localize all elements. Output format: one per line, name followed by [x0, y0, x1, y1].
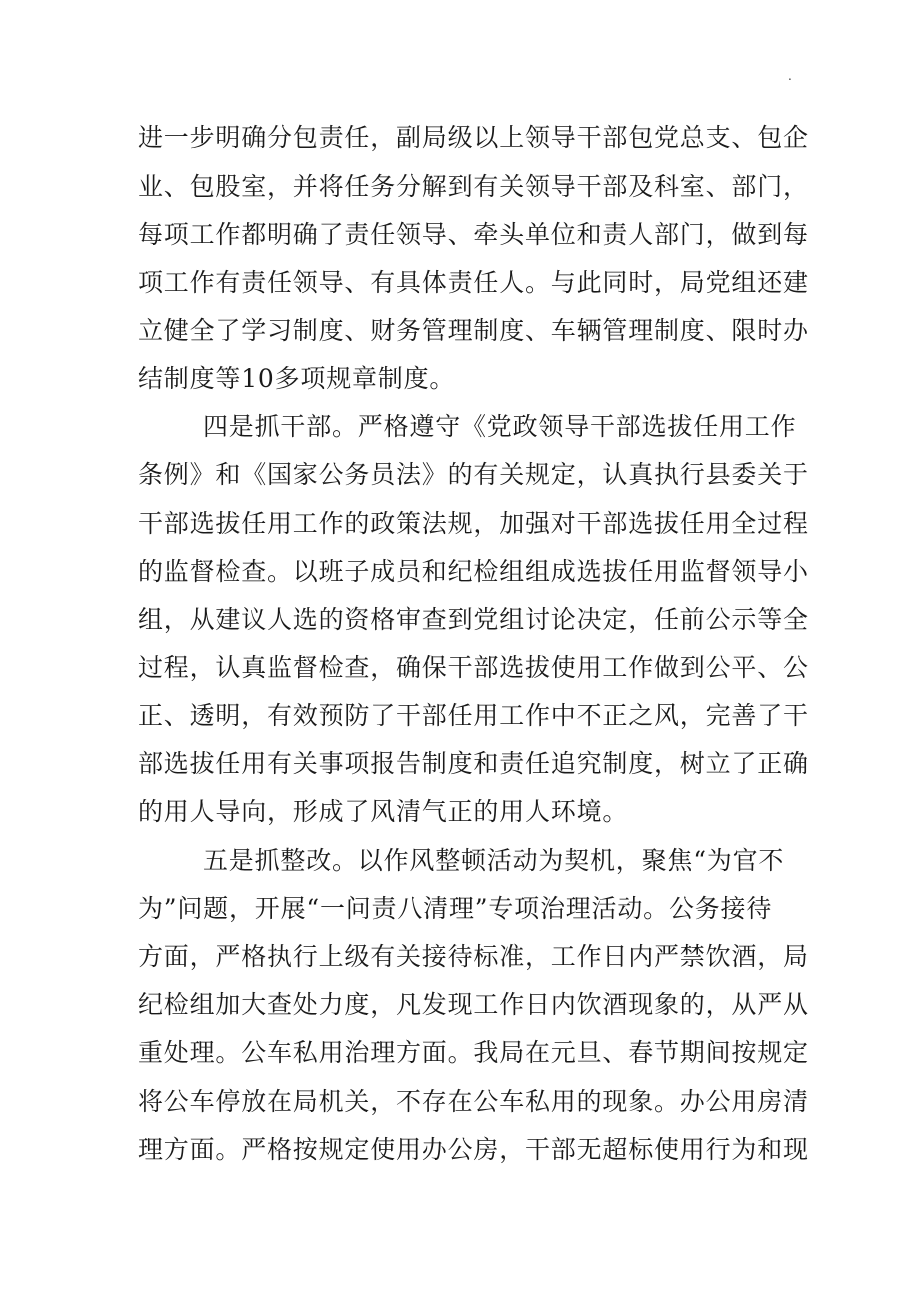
paragraph-line: 理方面。严格按规定使用办公房，干部无超标使用行为和现 — [138, 1135, 809, 1164]
paragraph-line: 条例》和《国家公务员法》的有关规定，认真执行县委关于 — [138, 460, 809, 489]
paragraph-line: 组，从建议人选的资格审查到党组讨论决定，任前公示等全 — [138, 605, 809, 634]
paragraph-start-line: 四是抓干部。严格遵守《党政领导干部选拔任用工作 — [203, 412, 797, 441]
paragraph-line: 每项工作都明确了责任领导、牵头单位和责人部门，做到每 — [138, 220, 809, 249]
paragraph-line: 的监督检查。以班子成员和纪检组组成选拔任用监督领导小 — [138, 557, 809, 586]
paragraph-start-line: 五是抓整改。以作风整顿活动为契机，聚焦“为官不 — [203, 846, 785, 875]
paragraph-line: 进一步明确分包责任，副局级以上领导干部包党总支、包企 — [138, 123, 809, 152]
paragraph-line: 的用人导向，形成了风清气正的用人环境。 — [138, 797, 629, 826]
paragraph-line: 重处理。公车私用治理方面。我局在元旦、春节期间按规定 — [138, 1038, 809, 1067]
paragraph-line: 结制度等10多项规章制度。 — [138, 364, 456, 393]
paragraph-line: 干部选拔任用工作的政策法规，加强对干部选拔任用全过程 — [138, 509, 809, 538]
paragraph-line: 业、包股室，并将任务分解到有关领导干部及科室、部门， — [138, 172, 809, 201]
paragraph-line: 纪检组加大查处力度，凡发现工作日内饮酒现象的，从严从 — [138, 990, 809, 1019]
corner-mark: . — [788, 69, 792, 83]
paragraph-line: 为”问题，开展“一问责八清理”专项治理活动。公务接待 — [138, 894, 773, 923]
paragraph-line: 部选拔任用有关事项报告制度和责任追究制度，树立了正确 — [138, 749, 809, 778]
paragraph-line: 过程，认真监督检查，确保干部选拔使用工作做到公平、公 — [138, 653, 809, 682]
paragraph-line: 立健全了学习制度、财务管理制度、车辆管理制度、限时办 — [138, 316, 809, 345]
paragraph-line: 项工作有责任领导、有具体责任人。与此同时，局党组还建 — [138, 268, 809, 297]
paragraph-line: 将公车停放在局机关，不存在公车私用的现象。办公用房清 — [138, 1087, 809, 1116]
paragraph-line: 正、透明，有效预防了干部任用工作中不正之风，完善了干 — [138, 701, 809, 730]
paragraph-line: 方面，严格执行上级有关接待标准，工作日内严禁饮酒，局 — [138, 942, 809, 971]
